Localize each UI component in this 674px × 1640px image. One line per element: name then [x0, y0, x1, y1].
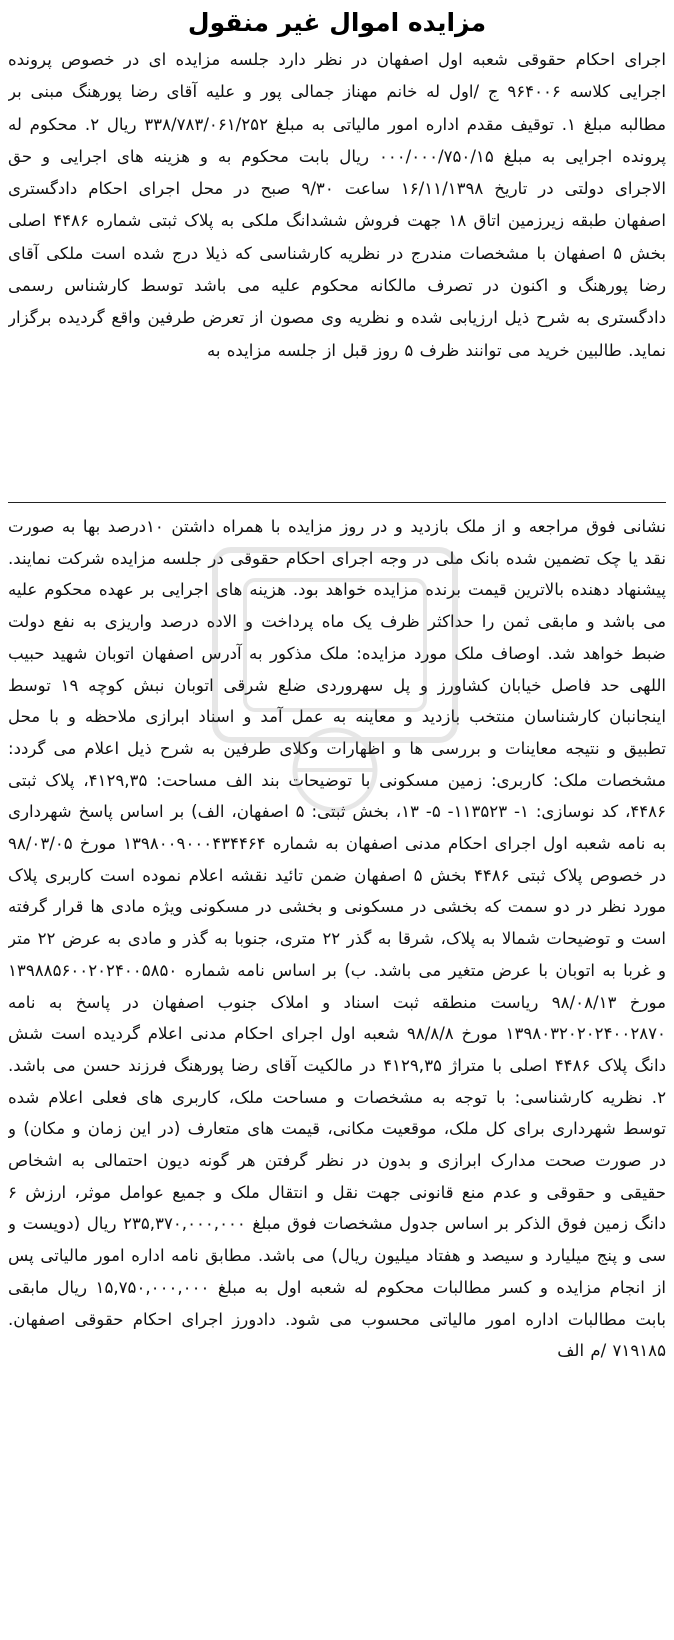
notice-paragraph-top: اجرای احکام حقوقی شعبه اول اصفهان در نظر دارد جلسه مزایده ای در خصوص پرونده اجرایی کلاسه ۹۶۴۰۰۶ ج /اول له خانم مهناز جمالی پور و علیه آقای رضا پورهنگ مبنی بر مطالبه مبلغ ۱. توقیف مقدم اداره امور مالیاتی به مبلغ ۳۳۸/۷۸۳/۰۶۱/۲۵۲ ریال ۲. محکوم له پرونده اجرایی به مبلغ ۰۰۰/۰۰۰/۷۵۰/۱۵ ریال بابت محکوم به و هزینه های اجرایی و حق الاجرای دولتی در تاریخ ۱۶/۱۱/۱۳۹۸ ساعت ۹/۳۰ صبح در محل اجرای احکام دادگستری اصفهان طبقه زیرزمین اتاق ۱۸ جهت فروش ششدانگ ملکی به پلاک ثبتی شماره ۴۴۸۶ اصلی بخش ۵ اصفهان با مشخصات مندرج در نظریه کارشناسی که ذیلا درج شده است ملکی آقای رضا پورهنگ و اکنون در تصرف مالکانه محکوم علیه می باشد توسط کارشناس رسمی دادگستری به شرح ذیل ارزیابی شده و نظریه وی مصون از تعرض طرفین واقع گردیده برگزار نماید. طالبین خرید می توانند ظرف ۵ روز قبل از جلسه مزایده به [8, 50, 666, 360]
notice-title: مزایده اموال غیر منقول [187, 8, 487, 37]
section-divider [8, 502, 666, 503]
notice-paragraph-bottom: نشانی فوق مراجعه و از ملک بازدید و در روز مزایده با همراه داشتن ۱۰درصد بها به صورت نقد یا چک تضمین شده بانک ملی در وجه اجرای احکام حقوقی در جلسه مزایده شرکت نمایند. پیشنهاد دهنده بالاترین قیمت برنده مزایده خواهد بود. هزینه های اجرایی بر عهده محکوم علیه می باشد و مابقی ثمن را حداکثر ظرف یک ماه پرداخت و الاده درصد واریزی به نفع دولت ضبط خواهد شد. اوصاف ملک مورد مزایده: ملک مذکور به آدرس اصفهان اتوبان شهید حبیب اللهی حد فاصل خیابان کشاورز و پل سهروردی ضلع شرقی اتوبان نبش کوچه ۱۹ توسط اینجانبان کارشناسان منتخب بازدید و معاینه به عمل آمد و اسناد ابرازی ملاحظه و با محل تطبیق و نتیجه معاینات و بررسی ها و اظهارات وکلای طرفین به شرح ذیل اعلام می گردد: مشخصات ملک: کاربری: زمین مسکونی با توضیحات بند الف مساحت: ۴۱۲۹,۳۵، پلاک ثبتی ۴۴۸۶، کد نوسازی: ۱- ۱۱۳۵۲۳- ۵- ۱۳، بخش ثبتی: ۵ اصفهان، الف) بر اساس پاسخ شهرداری به نامه شعبه اول اجرای احکام مدنی اصفهان به شماره ۱۳۹۸۰۰۹۰۰۰۴۳۴۴۶۴ مورخ ۹۸/۰۳/۰۵ در خصوص پلاک ثبتی ۴۴۸۶ بخش ۵ اصفهان ضمن تائید نقشه اعلام نموده است کاربری پلاک مورد نظر در دو سمت که بخشی در مسکونی و بخشی در مسکونی ویژه مادی ها قرار گرفته است و توضیحات شمالا به پلاک، شرقا به گذر ۲۲ متری، جنوبا به گذر و مادی به عرض ۲۲ متر و غربا به اتوبان با عرض متغیر می باشد. ب) بر اساس نامه شماره ۱۳۹۸۸۵۶۰۰۲۰۲۴۰۰۵۸۵۰ مورخ ۹۸/۰۸/۱۳ ریاست منطقه ثبت اسناد و املاک جنوب اصفهان در پاسخ به نامه ۱۳۹۸۰۳۲۰۲۰۲۴۰۰۲۸۷۰ مورخ ۹۸/۸/۸ شعبه اول اجرای احکام مدنی اعلام گردیده است شش دانگ پلاک ۴۴۸۶ اصلی با متراژ ۴۱۲۹,۳۵ در مالکیت آقای رضا پورهنگ فرزند حسن می باشد. ۲. نظریه کارشناسی: با توجه به مشخصات و مساحت ملک، کاربری های فعلی اعلام شده توسط شهرداری برای کل ملک، موقعیت مکانی، قیمت های متعارف (در این زمان و مکان) و در صورت صحت مدارک ابرازی و بدون در نظر گرفتن هر گونه دیون احتمالی به اشخاص حقیقی و حقوقی و عدم منع قانونی جهت نقل و انتقال ملک و جمیع عوامل موثر، ارزش ۶ دانگ زمین فوق الذکر بر اساس جدول مشخصات فوق مبلغ ۲۳۵,۳۷۰,۰۰۰,۰۰۰ ریال (دویست و سی و پنج میلیارد و سیصد و هفتاد میلیون ریال) می باشد. مطابق نامه اداره امور مالیاتی پس از انجام مزایده و کسر مطالبات محکوم له شعبه اول به مبلغ ۱۵,۷۵۰,۰۰۰,۰۰۰ ریال مابقی بابت مطالبات اداره امور مالیاتی محسوب می شود. دادورز اجرای احکام حقوقی اصفهان. ۷۱۹۱۸۵ /م الف [8, 517, 666, 1361]
